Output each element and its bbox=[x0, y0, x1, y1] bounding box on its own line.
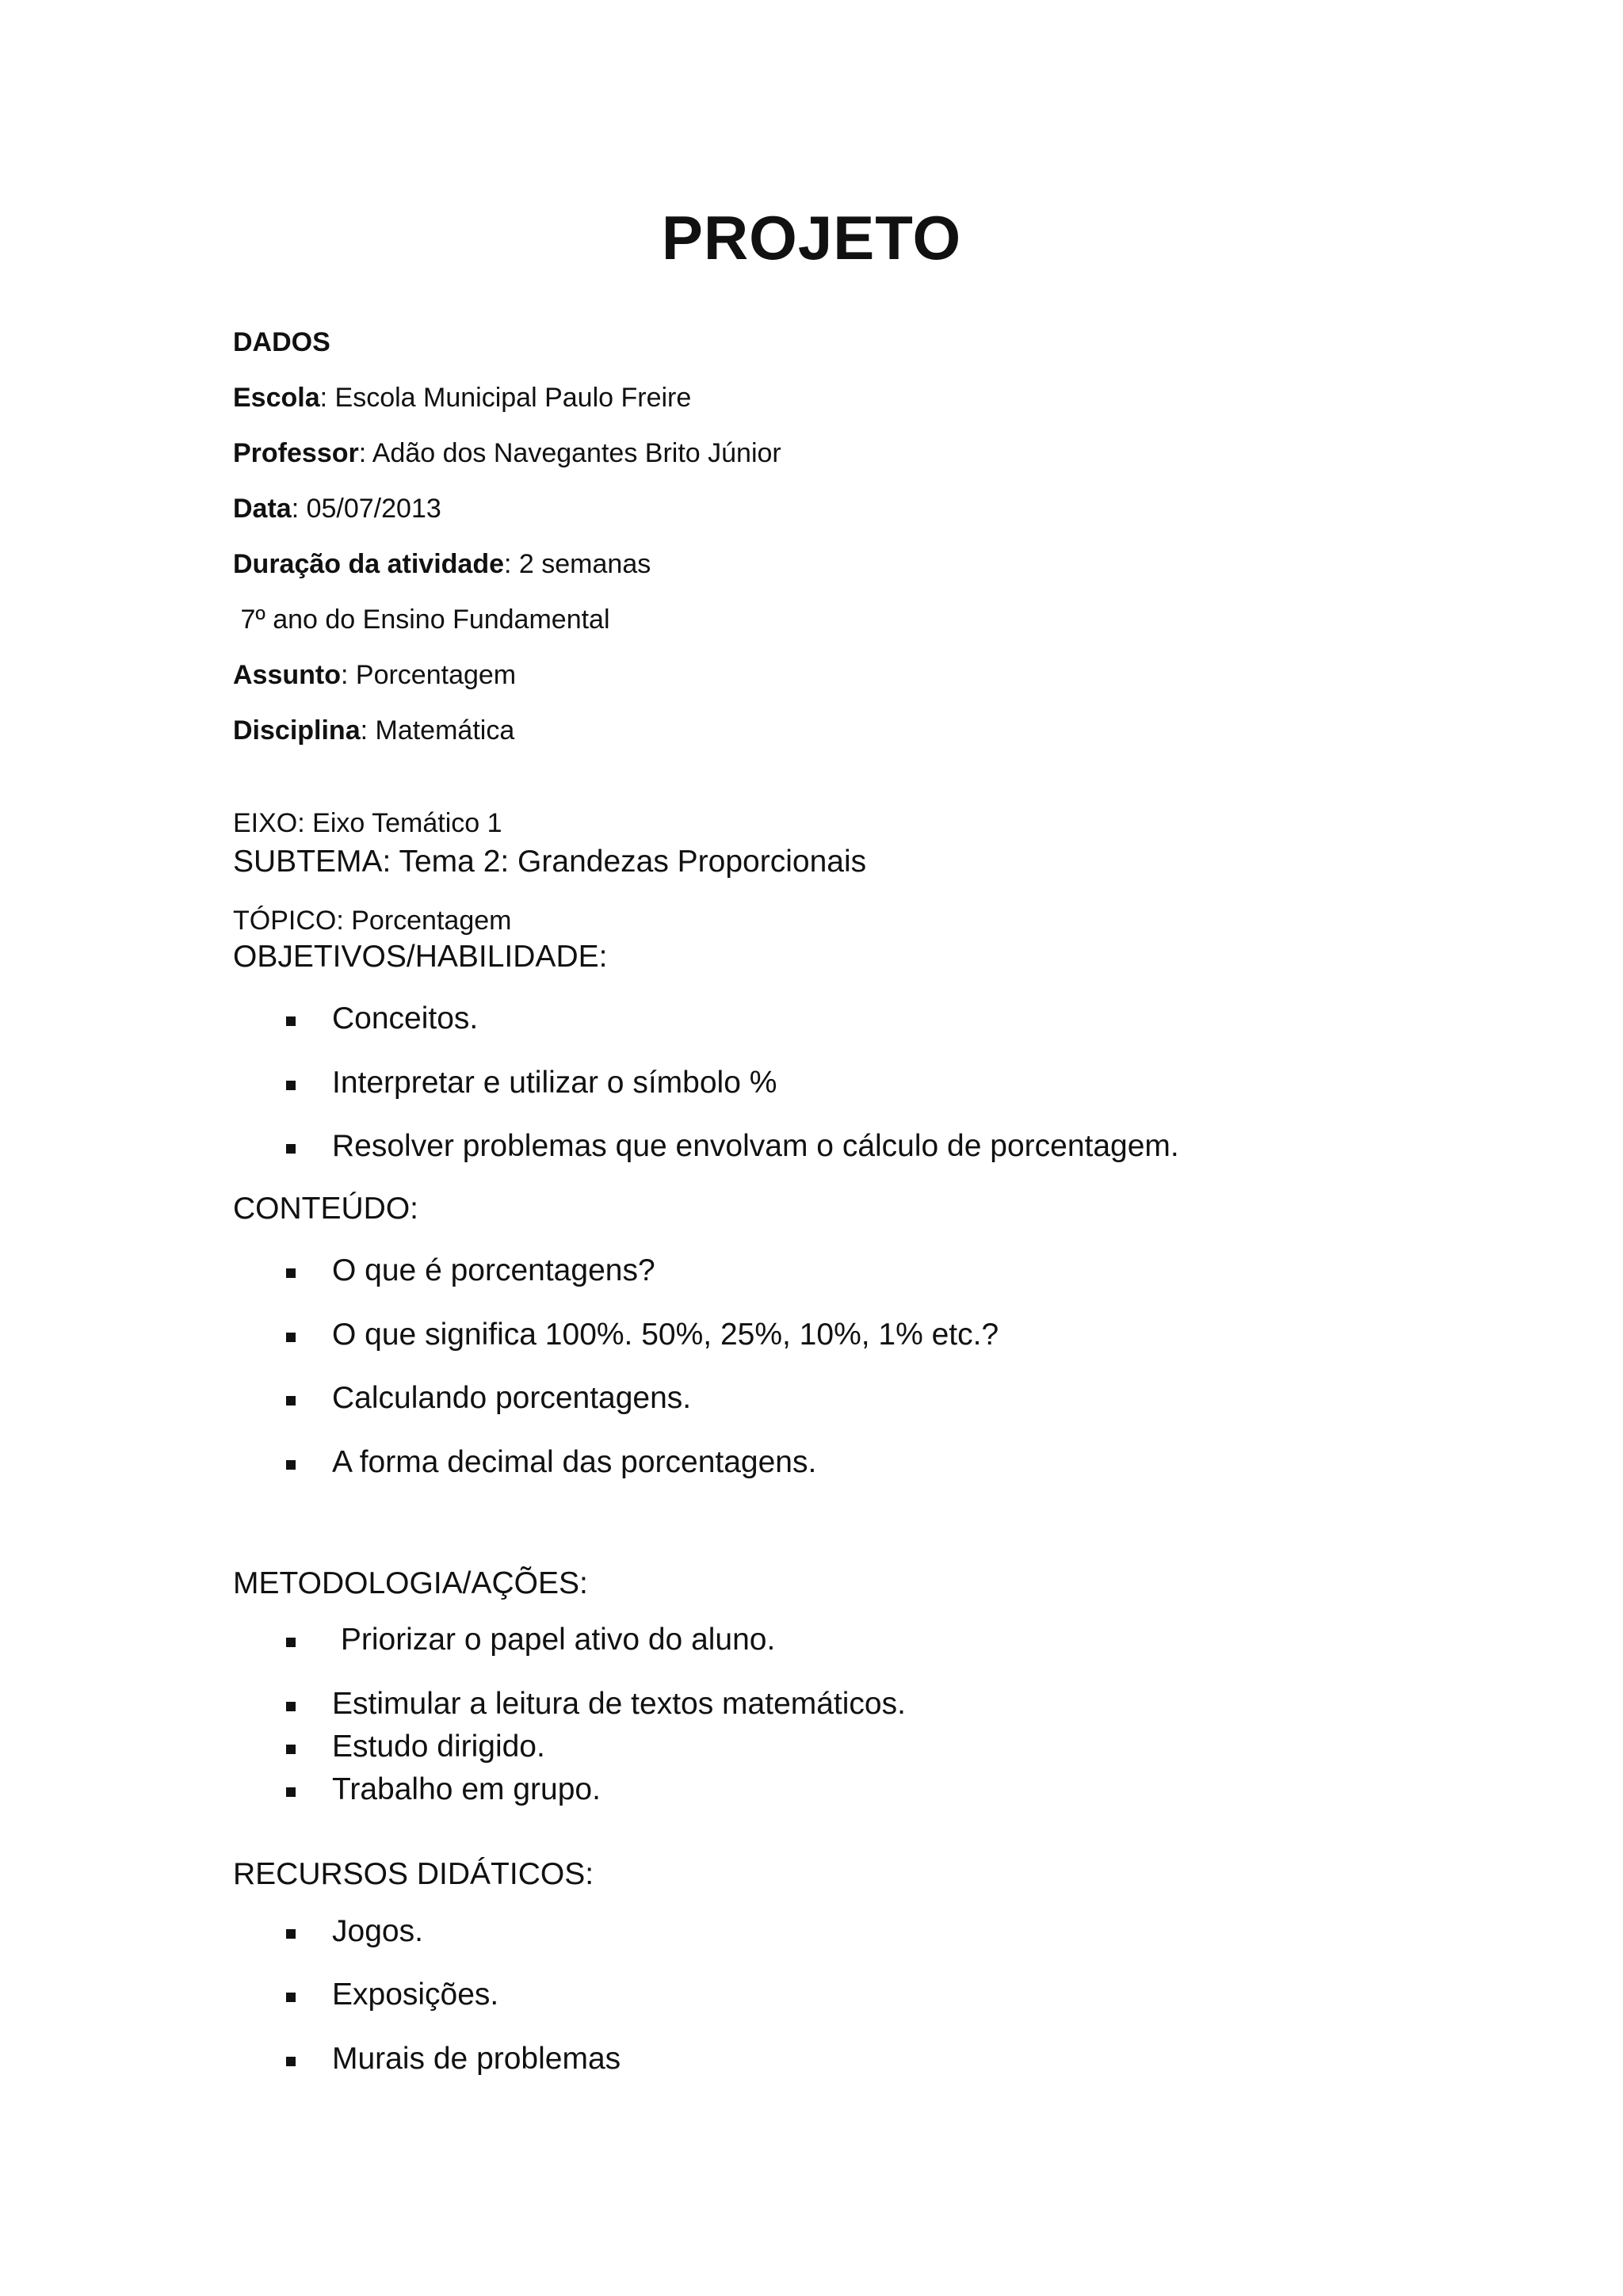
objetivos-item: Resolver problemas que envolvam o cálculo de porcentagem. bbox=[332, 1129, 1179, 1163]
metodologia-item: Estudo dirigido. bbox=[332, 1730, 545, 1764]
professor-value: : Adão dos Navegantes Brito Júnior bbox=[358, 438, 781, 468]
recursos-item: Murais de problemas bbox=[332, 2042, 621, 2076]
escola-line bbox=[233, 383, 691, 414]
bullet-icon bbox=[286, 1993, 296, 2002]
objetivos-item: Interpretar e utilizar o símbolo % bbox=[332, 1066, 777, 1100]
duracao-value: : 2 semanas bbox=[504, 549, 651, 579]
conteudo-item: O que significa 100%. 50%, 25%, 10%, 1% etc.? bbox=[332, 1318, 999, 1352]
bullet-icon bbox=[286, 1460, 296, 1470]
escola-label: Escola bbox=[233, 383, 320, 413]
page-title: PROJETO bbox=[661, 203, 962, 273]
disciplina-value: : Matemática bbox=[360, 715, 515, 746]
metodologia-heading: METODOLOGIA/AÇÕES: bbox=[233, 1566, 588, 1600]
duracao-label: Duração da atividade bbox=[233, 549, 505, 579]
professor-label: Professor bbox=[233, 438, 359, 468]
objetivos-heading: OBJETIVOS/HABILIDADE: bbox=[233, 940, 608, 974]
topico-line: TÓPICO: Porcentagem bbox=[233, 906, 512, 936]
bullet-icon bbox=[286, 1638, 296, 1647]
escola-value: : Escola Municipal Paulo Freire bbox=[319, 383, 692, 413]
assunto-value: : Porcentagem bbox=[341, 660, 517, 690]
bullet-icon bbox=[286, 1702, 296, 1711]
objetivos-item: Conceitos. bbox=[332, 1001, 479, 1035]
data-line bbox=[233, 494, 441, 524]
disciplina-line bbox=[233, 715, 514, 746]
bullet-icon bbox=[286, 1787, 296, 1797]
bullet-icon bbox=[286, 1268, 296, 1278]
conteudo-item: Calculando porcentagens. bbox=[332, 1381, 692, 1415]
bullet-icon bbox=[286, 1396, 296, 1405]
dados-heading: DADOS bbox=[233, 327, 330, 357]
conteudo-item: A forma decimal das porcentagens. bbox=[332, 1445, 817, 1479]
bullet-icon bbox=[286, 1016, 296, 1026]
recursos-heading: RECURSOS DIDÁTICOS: bbox=[233, 1857, 594, 1891]
eixo-line: EIXO: Eixo Temático 1 bbox=[233, 808, 502, 838]
bullet-icon bbox=[286, 1333, 296, 1342]
bullet-icon bbox=[286, 1081, 296, 1090]
conteudo-heading: CONTEÚDO: bbox=[233, 1192, 418, 1226]
recursos-item: Jogos. bbox=[332, 1914, 423, 1948]
ano-line: 7º ano do Ensino Fundamental bbox=[233, 605, 610, 635]
metodologia-item: Trabalho em grupo. bbox=[332, 1772, 601, 1806]
assunto-label: Assunto bbox=[233, 660, 341, 690]
duracao-line bbox=[233, 549, 651, 580]
assunto-line bbox=[233, 660, 516, 691]
bullet-icon bbox=[286, 1144, 296, 1154]
metodologia-item: Estimular a leitura de textos matemáticos. bbox=[332, 1687, 906, 1721]
conteudo-item: O que é porcentagens? bbox=[332, 1253, 655, 1287]
subtema-line: SUBTEMA: Tema 2: Grandezas Proporcionais bbox=[233, 845, 867, 879]
professor-line bbox=[233, 438, 781, 469]
recursos-item: Exposições. bbox=[332, 1978, 499, 2012]
disciplina-label: Disciplina bbox=[233, 715, 361, 746]
bullet-icon bbox=[286, 1745, 296, 1754]
data-value: : 05/07/2013 bbox=[291, 494, 441, 524]
data-label: Data bbox=[233, 494, 292, 524]
bullet-icon bbox=[286, 1929, 296, 1939]
bullet-icon bbox=[286, 2057, 296, 2066]
metodologia-item: Priorizar o papel ativo do aluno. bbox=[332, 1623, 776, 1657]
